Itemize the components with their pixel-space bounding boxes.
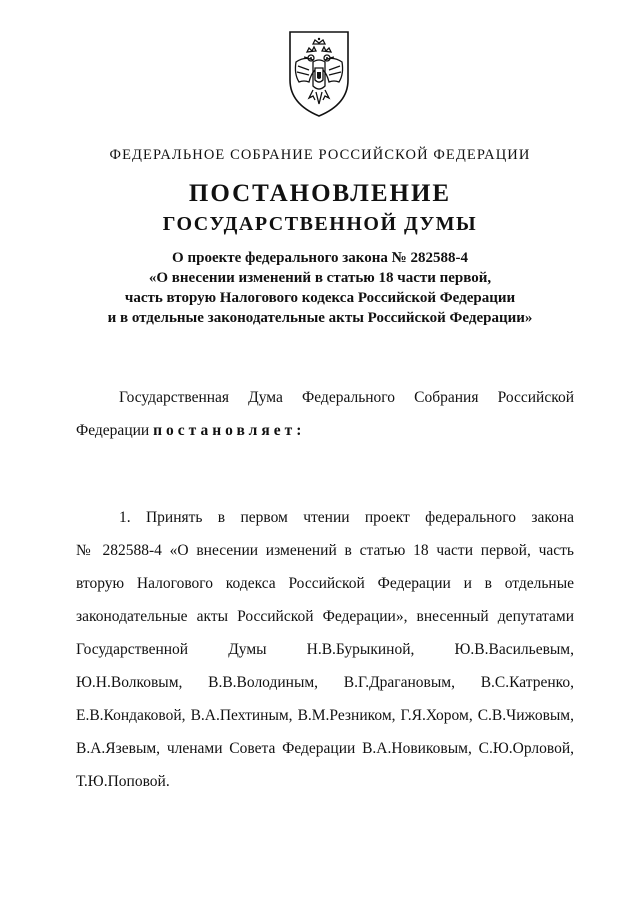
document-heading xyxy=(0,248,640,328)
preamble xyxy=(76,381,574,447)
heading-line: часть вторую Налогового кодекса Российской Федерации xyxy=(124,290,516,306)
clause-line: № 282588-4 «О внесении изменений в статью 18 части первой, часть xyxy=(76,542,574,559)
preamble-line xyxy=(76,414,574,447)
clause-line: Е.В.Кондаковой, В.А.Пехтиным, В.М.Резником, Г.Я.Хором, С.В.Чижовым, xyxy=(76,707,574,724)
document-subtitle: ГОСУДАРСТВЕННОЙ ДУМЫ xyxy=(162,213,478,235)
clause-line: 1. Принять в первом чтении проект федерального закона xyxy=(119,509,574,526)
heading-line: О проекте федерального закона № 282588-4 xyxy=(172,250,468,266)
clause-line: вторую Налогового кодекса Российской Федерации и в отдельные xyxy=(76,575,574,592)
clause-line: Т.Ю.Поповой. xyxy=(76,773,170,790)
organization-name: ФЕДЕРАЛЬНОЕ СОБРАНИЕ РОССИЙСКОЙ ФЕДЕРАЦИИ xyxy=(109,147,531,163)
resolves-word: постановляет: xyxy=(153,422,306,439)
heading-line: «О внесении изменений в статью 18 части первой, xyxy=(148,270,492,286)
document-title: ПОСТАНОВЛЕНИЕ xyxy=(188,180,452,207)
clause-1 xyxy=(76,501,574,798)
heading-line: и в отдельные законодательные акты Российской Федерации» xyxy=(107,310,533,326)
preamble-line: Государственная Дума Федерального Собрания Российской xyxy=(119,389,574,406)
clause-line: законодательные акты Российской Федерации», внесенный депутатами xyxy=(76,608,574,625)
preamble-start: Федерации xyxy=(76,422,150,439)
clause-line: Государственной Думы Н.В.Бурыкиной, Ю.В.Васильевым, xyxy=(76,641,574,658)
clause-line: Ю.Н.Волковым, В.В.Володиным, В.Г.Драгановым, В.С.Катренко, xyxy=(76,674,574,691)
clause-line: В.А.Язевым, членами Совета Федерации В.А.Новиковым, С.Ю.Орловой, xyxy=(76,740,574,757)
russian-coat-of-arms-icon xyxy=(287,30,351,118)
